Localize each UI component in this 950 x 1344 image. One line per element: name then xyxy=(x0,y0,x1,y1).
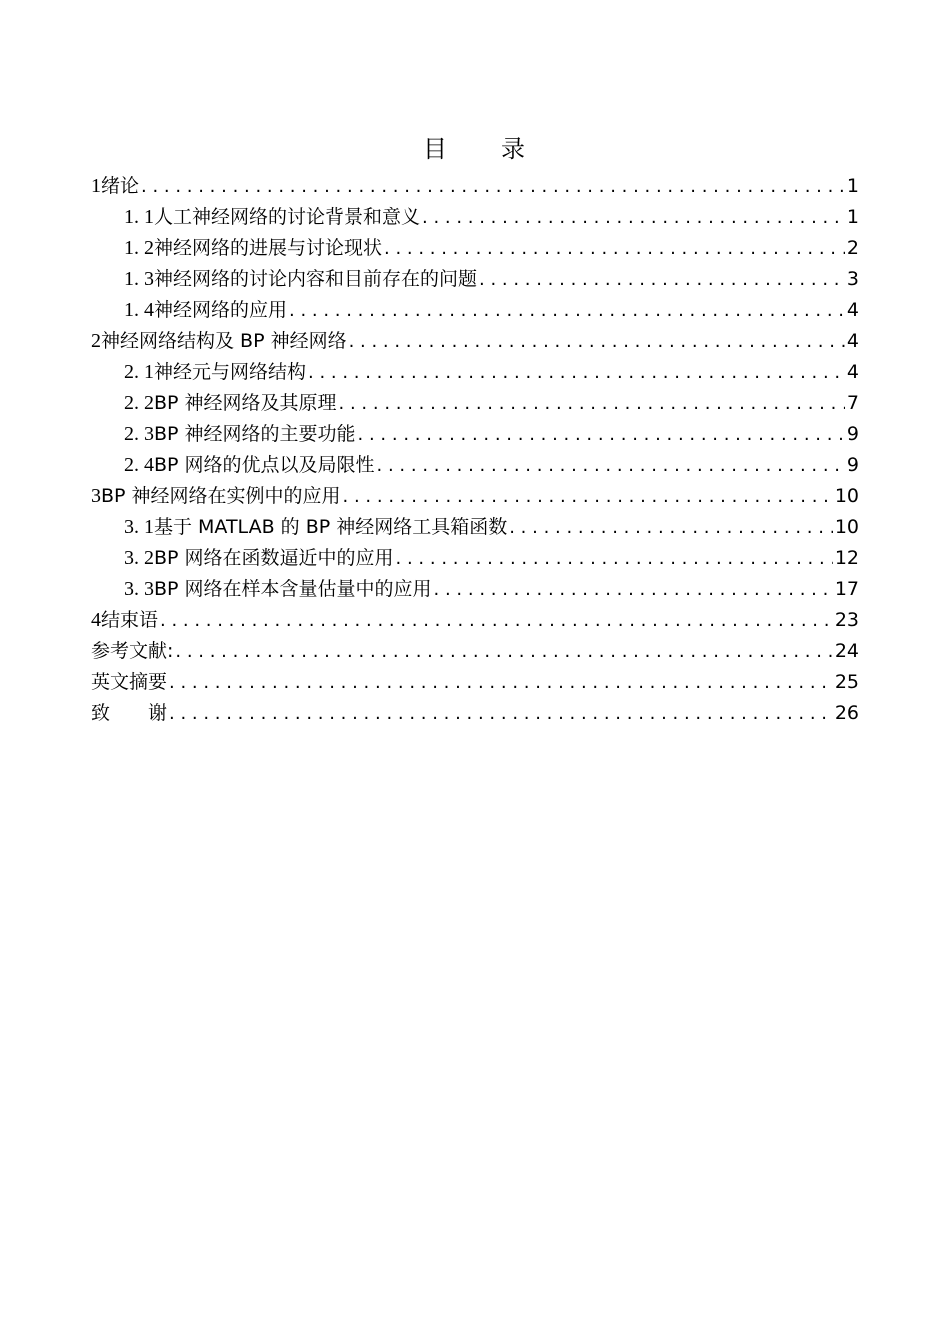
toc-entry-page: 7 xyxy=(846,392,859,414)
toc-entry[interactable] xyxy=(91,326,859,357)
toc-entry-title: BP 网络在样本含量估量中的应用 xyxy=(154,578,432,600)
toc-entry-title: 英文摘要 xyxy=(91,671,168,693)
toc-entry[interactable] xyxy=(91,698,859,729)
toc-entry-page: 23 xyxy=(834,609,859,631)
dot-leader xyxy=(358,419,845,450)
toc-entry[interactable] xyxy=(91,419,859,450)
toc-entry-title: 神经网络结构及 BP 神经网络 xyxy=(101,330,347,352)
toc-entry-title: 参考文献: xyxy=(91,640,174,662)
toc-entry-page: 4 xyxy=(846,330,859,352)
toc-entry-page: 10 xyxy=(834,485,859,507)
toc-entry[interactable] xyxy=(91,481,859,512)
dot-leader xyxy=(422,202,845,233)
toc-entry-page: 25 xyxy=(834,671,859,693)
toc-entry-number: 2. 2 xyxy=(124,392,154,414)
dot-leader xyxy=(343,481,833,512)
toc-entry-number: 3 xyxy=(91,485,101,507)
toc-entry-title: 人工神经网络的讨论背景和意义 xyxy=(154,206,421,228)
toc-entry-title: 神经网络的应用 xyxy=(154,299,288,321)
toc-entry[interactable] xyxy=(91,264,859,295)
toc-entry[interactable] xyxy=(91,636,859,667)
dot-leader xyxy=(339,388,845,419)
toc-entry[interactable] xyxy=(91,450,859,481)
toc-entry-title: 神经网络的讨论内容和目前存在的问题 xyxy=(154,268,478,290)
dot-leader xyxy=(434,574,833,605)
toc-entry-number: 1. 4 xyxy=(124,299,154,321)
toc-entry-title: 致 谢 xyxy=(91,702,168,724)
toc-entry-number: 1. 2 xyxy=(124,237,154,259)
toc-entry-title: 绪论 xyxy=(101,175,140,197)
dot-leader xyxy=(169,667,833,698)
dot-leader xyxy=(384,233,845,264)
dot-leader xyxy=(479,264,845,295)
dot-leader xyxy=(509,512,833,543)
toc-entry-number: 1. 1 xyxy=(124,206,154,228)
toc-entry-page: 9 xyxy=(846,423,859,445)
toc-entry-title: BP 神经网络及其原理 xyxy=(154,392,337,414)
toc-entry-page: 4 xyxy=(846,361,859,383)
toc-entry-page: 17 xyxy=(834,578,859,600)
dot-leader xyxy=(308,357,845,388)
toc-entry-title: 神经元与网络结构 xyxy=(154,361,307,383)
dot-leader xyxy=(396,543,833,574)
toc-entry-page: 9 xyxy=(846,454,859,476)
dot-leader xyxy=(169,698,833,729)
toc-entry-title: 结束语 xyxy=(101,609,159,631)
table-of-contents xyxy=(91,171,859,729)
toc-entry-title: BP 网络在函数逼近中的应用 xyxy=(154,547,394,569)
toc-entry[interactable] xyxy=(91,667,859,698)
toc-entry-page: 1 xyxy=(846,175,859,197)
toc-entry[interactable] xyxy=(91,574,859,605)
toc-entry-number: 2. 3 xyxy=(124,423,154,445)
toc-entry-number: 2. 4 xyxy=(124,454,154,476)
toc-entry-title: BP 神经网络的主要功能 xyxy=(154,423,356,445)
toc-entry[interactable] xyxy=(91,388,859,419)
dot-leader xyxy=(141,171,845,202)
dot-leader xyxy=(349,326,845,357)
toc-entry-number: 2 xyxy=(91,330,101,352)
toc-entry-title: 神经网络的进展与讨论现状 xyxy=(154,237,383,259)
toc-entry-number: 2. 1 xyxy=(124,361,154,383)
toc-entry-page: 24 xyxy=(834,640,859,662)
toc-entry[interactable] xyxy=(91,543,859,574)
toc-entry[interactable] xyxy=(91,605,859,636)
toc-entry[interactable] xyxy=(91,357,859,388)
toc-entry-number: 3. 2 xyxy=(124,547,154,569)
toc-entry-title: 基于 MATLAB 的 BP 神经网络工具箱函数 xyxy=(154,516,508,538)
toc-entry-number: 1 xyxy=(91,175,101,197)
dot-leader xyxy=(160,605,833,636)
dot-leader xyxy=(377,450,845,481)
toc-entry-page: 12 xyxy=(834,547,859,569)
toc-entry-page: 1 xyxy=(846,206,859,228)
toc-entry-number: 4 xyxy=(91,609,101,631)
toc-entry[interactable] xyxy=(91,171,859,202)
toc-entry-number: 1. 3 xyxy=(124,268,154,290)
dot-leader xyxy=(175,636,832,667)
dot-leader xyxy=(289,295,845,326)
toc-entry[interactable] xyxy=(91,233,859,264)
toc-entry-page: 4 xyxy=(846,299,859,321)
page-title: 目 录 xyxy=(423,135,527,163)
toc-entry-page: 10 xyxy=(834,516,859,538)
toc-entry-title: BP 神经网络在实例中的应用 xyxy=(101,485,341,507)
toc-entry-number: 3. 1 xyxy=(124,516,154,538)
toc-entry-page: 3 xyxy=(846,268,859,290)
toc-entry[interactable] xyxy=(91,295,859,326)
toc-entry[interactable] xyxy=(91,202,859,233)
toc-entry-page: 2 xyxy=(846,237,859,259)
toc-entry-number: 3. 3 xyxy=(124,578,154,600)
toc-entry-title: BP 网络的优点以及局限性 xyxy=(154,454,375,476)
toc-entry-page: 26 xyxy=(834,702,859,724)
toc-entry[interactable] xyxy=(91,512,859,543)
